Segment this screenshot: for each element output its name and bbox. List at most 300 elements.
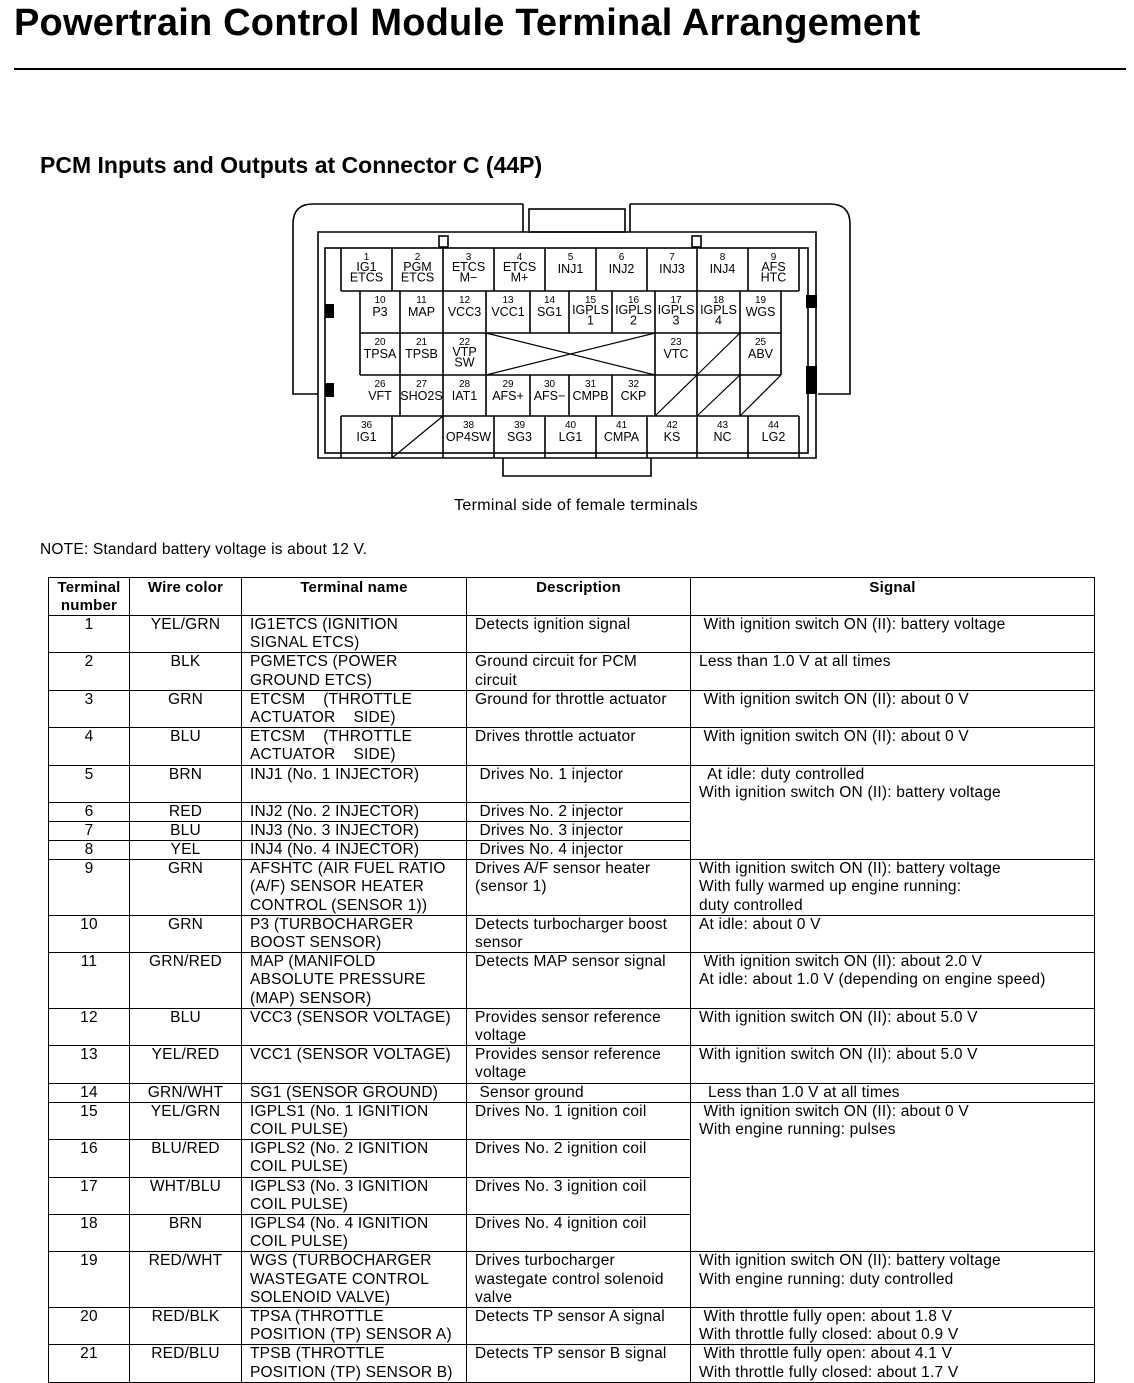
wire-color-cell-text: RED/WHT bbox=[148, 1252, 223, 1270]
wire-color-cell-text: BLU bbox=[170, 1008, 201, 1026]
wire-color-cell-text: GRN/RED bbox=[149, 953, 222, 971]
signal-cell-text: With fully warmed up engine running: bbox=[699, 878, 962, 896]
wire-color-cell bbox=[130, 1046, 242, 1083]
terminal-name-cell-text: COIL PULSE) bbox=[250, 1158, 349, 1176]
column-header-text: Signal bbox=[869, 579, 916, 596]
wire-color-cell-text: BLU bbox=[170, 728, 201, 746]
terminal-name-cell-text: IGPLS4 (No. 4 IGNITION bbox=[250, 1214, 429, 1232]
description-cell bbox=[467, 1177, 691, 1214]
terminal-number-cell bbox=[49, 821, 130, 840]
column-header-text: number bbox=[60, 597, 118, 614]
description-cell-text: Provides sensor reference bbox=[475, 1008, 661, 1026]
table-row bbox=[49, 1308, 1095, 1345]
wire-color-cell-text: RED/BLU bbox=[151, 1345, 220, 1363]
terminal-number: 2 bbox=[414, 252, 421, 263]
description-cell-text: Ground circuit for PCM bbox=[475, 653, 638, 671]
terminal-label: 2 bbox=[630, 313, 637, 328]
terminal-number-cell-text: 13 bbox=[80, 1046, 98, 1064]
terminal-number: 32 bbox=[627, 379, 640, 390]
table-row bbox=[49, 1008, 1095, 1045]
terminal-label: ETCS bbox=[400, 270, 435, 285]
signal-cell-text: With throttle fully open: about 4.1 V bbox=[699, 1345, 953, 1363]
terminal-label: MAP bbox=[407, 305, 436, 319]
wire-color-cell-text: RED bbox=[168, 802, 203, 820]
terminal-number: 44 bbox=[767, 420, 780, 431]
signal-cell-text: With ignition switch ON (II): battery voltage bbox=[699, 1252, 1001, 1270]
terminal-label: SG3 bbox=[506, 430, 533, 444]
terminal-name-cell-text: (MAP) SENSOR) bbox=[250, 989, 372, 1007]
signal-cell-text: With engine running: duty controlled bbox=[699, 1270, 954, 1288]
description-cell-text: Drives No. 2 injector bbox=[475, 802, 624, 820]
terminal-label: VCC1 bbox=[491, 305, 525, 319]
terminal-number: 42 bbox=[666, 420, 678, 431]
terminal-number: 23 bbox=[670, 337, 682, 348]
terminal-name-cell-text: ETCSM (THROTTLE bbox=[250, 690, 413, 708]
description-cell bbox=[467, 860, 691, 916]
terminal-number-cell-text: 2 bbox=[84, 653, 94, 671]
connector-latch bbox=[529, 209, 625, 232]
description-cell bbox=[467, 1345, 691, 1382]
description-cell-text: Drives No. 4 ignition coil bbox=[475, 1214, 647, 1232]
wire-color-cell bbox=[130, 1308, 242, 1345]
signal-cell bbox=[691, 1308, 1095, 1345]
terminal-number-cell bbox=[49, 765, 130, 802]
terminal-number: 30 bbox=[543, 379, 556, 390]
wire-color-cell-text: WHT/BLU bbox=[149, 1177, 222, 1195]
page-title: Powertrain Control Module Terminal Arrangement bbox=[14, 2, 921, 44]
terminal-label: CMPB bbox=[572, 389, 609, 403]
wire-color-cell bbox=[130, 1345, 242, 1382]
terminal-label: IAT1 bbox=[451, 389, 478, 403]
terminal-number: 16 bbox=[627, 295, 640, 306]
wire-color-cell bbox=[130, 860, 242, 916]
wire-color-cell-text: BLU bbox=[170, 821, 201, 839]
signal-cell-text: With ignition switch ON (II): battery voltage bbox=[699, 783, 1001, 801]
wire-color-cell bbox=[130, 802, 242, 821]
terminal-number-cell bbox=[49, 860, 130, 916]
signal-cell bbox=[691, 1252, 1095, 1308]
description-cell-text: Sensor ground bbox=[475, 1083, 584, 1101]
terminal-number: 7 bbox=[669, 252, 675, 263]
wire-color-cell-text: GRN bbox=[167, 690, 204, 708]
terminal-name-cell bbox=[242, 915, 467, 952]
table-header-row bbox=[49, 578, 1095, 616]
terminal-label: INJ3 bbox=[659, 262, 685, 276]
terminal-number-cell-text: 3 bbox=[84, 690, 94, 708]
terminal-number: 25 bbox=[754, 337, 767, 348]
terminal-name-cell bbox=[242, 690, 467, 727]
terminal-name-cell bbox=[242, 616, 467, 653]
terminal-name-cell-text: IGPLS1 (No. 1 IGNITION bbox=[250, 1102, 429, 1120]
terminal-label: OP4SW bbox=[445, 430, 492, 444]
description-cell-text: voltage bbox=[475, 1026, 527, 1044]
terminal-name-cell-text: SG1 (SENSOR GROUND) bbox=[250, 1083, 439, 1101]
signal-cell-text: With throttle fully closed: about 0.9 V bbox=[699, 1326, 959, 1344]
terminal-name-cell bbox=[242, 953, 467, 1009]
description-cell-text: Ground for throttle actuator bbox=[475, 690, 667, 708]
signal-cell bbox=[691, 1008, 1095, 1045]
terminal-name-cell bbox=[242, 653, 467, 690]
terminal-label: INJ1 bbox=[557, 262, 584, 276]
description-cell bbox=[467, 1214, 691, 1251]
description-cell bbox=[467, 1140, 691, 1177]
signal-cell-text: With ignition switch ON (II): about 0 V bbox=[699, 1102, 969, 1120]
description-cell-text: Detects ignition signal bbox=[475, 616, 631, 633]
terminal-number: 27 bbox=[415, 379, 428, 390]
terminal-number-cell-text: 9 bbox=[84, 860, 94, 878]
terminal-number-cell bbox=[49, 616, 130, 653]
signal-cell-text: With ignition switch ON (II): about 2.0 V bbox=[699, 953, 983, 971]
terminal-label: M+ bbox=[510, 270, 529, 285]
terminal-name-cell bbox=[242, 1177, 467, 1214]
description-cell bbox=[467, 1046, 691, 1083]
voltage-note: NOTE: Standard battery voltage is about 12 V. bbox=[40, 541, 368, 558]
terminal-label: INJ4 bbox=[709, 262, 736, 276]
wire-color-cell-text: YEL/GRN bbox=[150, 1102, 221, 1120]
signal-cell-text: At idle: about 1.0 V (depending on engine speed) bbox=[699, 971, 1046, 989]
wire-color-cell-text: BLU/RED bbox=[151, 1140, 220, 1158]
table-row bbox=[49, 915, 1095, 952]
terminal-name-cell-text: IGPLS3 (No. 3 IGNITION bbox=[250, 1177, 429, 1195]
terminal-number-cell-text: 18 bbox=[80, 1214, 98, 1232]
wire-color-cell bbox=[130, 765, 242, 802]
signal-cell bbox=[691, 1345, 1095, 1382]
description-cell-text: Drives throttle actuator bbox=[475, 728, 636, 746]
terminal-number: 22 bbox=[458, 337, 471, 348]
terminal-name-cell bbox=[242, 860, 467, 916]
table-row bbox=[49, 860, 1095, 916]
terminal-name-cell-text: COIL PULSE) bbox=[250, 1195, 349, 1213]
description-cell-text: Drives No. 3 ignition coil bbox=[475, 1177, 647, 1195]
column-header bbox=[242, 578, 467, 616]
signal-cell-text: Less than 1.0 V at all times bbox=[699, 653, 891, 671]
terminal-number: 9 bbox=[770, 252, 777, 263]
table-row bbox=[49, 765, 1095, 802]
terminal-label: IGPLS bbox=[657, 303, 695, 317]
terminal-name-cell-text: INJ3 (No. 3 INJECTOR) bbox=[250, 821, 420, 839]
signal-cell-text: With ignition switch ON (II): battery voltage bbox=[699, 616, 1006, 633]
column-header bbox=[467, 578, 691, 616]
terminal-number: 18 bbox=[712, 295, 725, 306]
terminal-number: 41 bbox=[615, 420, 628, 431]
wire-color-cell bbox=[130, 1214, 242, 1251]
table-row bbox=[49, 616, 1095, 653]
terminal-label: SG1 bbox=[536, 305, 563, 319]
terminal-label: INJ2 bbox=[608, 262, 635, 276]
signal-cell bbox=[691, 765, 1095, 860]
terminal-label: ABV bbox=[747, 347, 774, 361]
terminal-label: PGM bbox=[403, 260, 432, 274]
terminal-number-cell-text: 21 bbox=[80, 1345, 98, 1363]
terminal-number-cell bbox=[49, 1083, 130, 1102]
terminal-number-cell bbox=[49, 1214, 130, 1251]
terminal-number-cell bbox=[49, 728, 130, 765]
terminal-name-cell-text: MAP (MANIFOLD bbox=[250, 953, 376, 971]
signal-cell-text: At idle: duty controlled bbox=[699, 765, 865, 783]
terminal-number-cell bbox=[49, 690, 130, 727]
terminal-name-cell-text: TPSB (THROTTLE bbox=[250, 1345, 385, 1363]
description-cell-text: Detects TP sensor A signal bbox=[475, 1308, 665, 1325]
signal-cell-text: With ignition switch ON (II): about 0 V bbox=[699, 690, 969, 708]
terminal-number-cell-text: 15 bbox=[80, 1102, 98, 1120]
terminal-label: TPSA bbox=[363, 347, 397, 361]
terminal-number: 28 bbox=[458, 379, 471, 390]
wire-color-cell-text: GRN/WHT bbox=[147, 1083, 224, 1101]
terminal-name-cell-text: SOLENOID VALVE) bbox=[250, 1288, 391, 1306]
terminal-label: NC bbox=[713, 430, 732, 444]
terminal-name-cell-text: (A/F) SENSOR HEATER bbox=[250, 878, 425, 896]
column-header-text: Wire color bbox=[147, 579, 224, 596]
table-row bbox=[49, 690, 1095, 727]
terminal-number: 40 bbox=[564, 420, 577, 431]
wire-color-cell-text: GRN bbox=[167, 860, 204, 878]
signal-cell bbox=[691, 728, 1095, 765]
table-row bbox=[49, 1083, 1095, 1102]
wire-color-cell-text: YEL/RED bbox=[151, 1046, 220, 1064]
signal-cell bbox=[691, 1083, 1095, 1102]
signal-cell-text: With ignition switch ON (II): battery voltage bbox=[699, 860, 1001, 878]
table-row bbox=[49, 728, 1095, 765]
signal-cell-text: With ignition switch ON (II): about 5.0 V bbox=[699, 1008, 978, 1026]
terminal-name-cell bbox=[242, 728, 467, 765]
wire-color-cell-text: RED/BLK bbox=[151, 1308, 220, 1325]
description-cell bbox=[467, 915, 691, 952]
description-cell bbox=[467, 616, 691, 653]
terminal-number: 3 bbox=[465, 252, 472, 263]
terminal-name-cell bbox=[242, 765, 467, 802]
description-cell bbox=[467, 653, 691, 690]
terminal-name-cell-text: IGPLS2 (No. 2 IGNITION bbox=[250, 1140, 429, 1158]
terminal-number-cell-text: 14 bbox=[80, 1083, 98, 1101]
terminal-label: CMPA bbox=[603, 430, 640, 444]
terminal-name-cell-text: IG1ETCS (IGNITION bbox=[250, 616, 399, 633]
terminal-name-cell-text: INJ2 (No. 2 INJECTOR) bbox=[250, 802, 420, 820]
terminal-table bbox=[48, 577, 1095, 1383]
terminal-label: P3 bbox=[372, 305, 388, 319]
description-cell-text: voltage bbox=[475, 1064, 527, 1082]
terminal-number: 17 bbox=[670, 295, 682, 306]
description-cell-text: Drives No. 1 injector bbox=[475, 765, 624, 783]
wire-color-cell bbox=[130, 1252, 242, 1308]
terminal-name-cell-text: ACTUATOR SIDE) bbox=[250, 709, 396, 727]
terminal-label: HTC bbox=[760, 270, 787, 285]
terminal-label: LG2 bbox=[761, 430, 786, 444]
wire-color-cell bbox=[130, 1140, 242, 1177]
wire-color-cell bbox=[130, 1008, 242, 1045]
terminal-label: IGPLS bbox=[615, 303, 652, 317]
terminal-number-cell bbox=[49, 802, 130, 821]
terminal-name-cell-text: POSITION (TP) SENSOR B) bbox=[250, 1363, 453, 1381]
terminal-name-cell-text: AFSHTC (AIR FUEL RATIO bbox=[250, 860, 446, 878]
terminal-name-cell bbox=[242, 802, 467, 821]
description-cell bbox=[467, 840, 691, 859]
column-header bbox=[130, 578, 242, 616]
connector-caption: Terminal side of female terminals bbox=[454, 497, 698, 514]
column-header-text: Description bbox=[536, 579, 621, 596]
wire-color-cell bbox=[130, 1083, 242, 1102]
description-cell-text: Detects TP sensor B signal bbox=[475, 1345, 667, 1363]
description-cell bbox=[467, 690, 691, 727]
terminal-number: 15 bbox=[584, 295, 597, 306]
terminal-number-cell-text: 16 bbox=[80, 1140, 98, 1158]
terminal-number-cell-text: 20 bbox=[80, 1308, 98, 1325]
terminal-label: 1 bbox=[587, 313, 594, 328]
wire-color-cell-text: BLK bbox=[170, 653, 201, 671]
description-cell-text: Drives No. 1 ignition coil bbox=[475, 1102, 647, 1120]
terminal-name-cell bbox=[242, 1140, 467, 1177]
terminal-number-cell bbox=[49, 1252, 130, 1308]
column-header bbox=[49, 578, 130, 616]
terminal-number: 31 bbox=[584, 379, 597, 390]
description-cell-text: sensor bbox=[475, 933, 523, 951]
signal-cell-text: duty controlled bbox=[699, 896, 803, 914]
terminal-number-cell-text: 7 bbox=[84, 821, 94, 839]
terminal-number: 39 bbox=[513, 420, 526, 431]
description-cell-text: Drives No. 2 ignition coil bbox=[475, 1140, 647, 1158]
table-row bbox=[49, 953, 1095, 1009]
terminal-label: 4 bbox=[715, 313, 722, 328]
terminal-label: CKP bbox=[620, 389, 647, 403]
terminal-number: 4 bbox=[516, 252, 523, 263]
terminal-number-cell bbox=[49, 1345, 130, 1382]
terminal-name-cell bbox=[242, 1046, 467, 1083]
terminal-number-cell bbox=[49, 1140, 130, 1177]
terminal-number: 14 bbox=[543, 295, 556, 306]
terminal-label: VFT bbox=[368, 389, 392, 403]
terminal-name-cell bbox=[242, 1214, 467, 1251]
wire-color-cell-text: YEL/GRN bbox=[150, 616, 221, 633]
terminal-label: ETCS bbox=[451, 260, 486, 274]
signal-cell-text: At idle: about 0 V bbox=[699, 915, 821, 933]
terminal-name-cell-text: WASTEGATE CONTROL bbox=[250, 1270, 430, 1288]
terminal-label: AFS− bbox=[533, 389, 566, 403]
signal-cell-text: With throttle fully closed: about 1.7 V bbox=[699, 1363, 959, 1381]
signal-cell bbox=[691, 1102, 1095, 1252]
description-cell bbox=[467, 1308, 691, 1345]
terminal-number: 6 bbox=[618, 252, 625, 263]
terminal-label: AFS+ bbox=[492, 389, 524, 403]
terminal-label: 3 bbox=[672, 313, 680, 328]
terminal-number: 10 bbox=[374, 295, 386, 306]
description-cell-text: Drives turbocharger bbox=[475, 1252, 615, 1270]
terminal-number-cell bbox=[49, 1008, 130, 1045]
terminal-label: WGS bbox=[745, 305, 776, 319]
wire-color-cell-text: BRN bbox=[168, 1214, 203, 1232]
wire-color-cell bbox=[130, 821, 242, 840]
terminal-number-cell bbox=[49, 840, 130, 859]
terminal-label: KS bbox=[663, 430, 681, 444]
column-header-text: Terminal bbox=[57, 579, 121, 596]
terminal-number-cell-text: 4 bbox=[84, 728, 94, 746]
terminal-number-cell bbox=[49, 1177, 130, 1214]
terminal-number-cell-text: 19 bbox=[80, 1252, 98, 1270]
wire-color-cell bbox=[130, 840, 242, 859]
terminal-name-cell-text: P3 (TURBOCHARGER bbox=[250, 915, 414, 933]
terminal-number-cell-text: 17 bbox=[80, 1177, 98, 1195]
terminal-label: VCC3 bbox=[447, 305, 482, 319]
wire-color-cell bbox=[130, 1177, 242, 1214]
terminal-name-cell bbox=[242, 1102, 467, 1139]
wire-color-cell bbox=[130, 616, 242, 653]
terminal-label: AFS bbox=[761, 260, 786, 274]
description-cell-text: valve bbox=[475, 1288, 513, 1306]
terminal-number: 1 bbox=[363, 252, 370, 263]
terminal-label: VTC bbox=[663, 347, 689, 361]
signal-cell-text: With ignition switch ON (II): about 5.0 V bbox=[699, 1046, 978, 1064]
wire-color-cell bbox=[130, 1102, 242, 1139]
terminal-number-cell bbox=[49, 1102, 130, 1139]
wire-color-cell-text: BRN bbox=[168, 765, 203, 783]
description-cell bbox=[467, 953, 691, 1009]
terminal-name-cell bbox=[242, 821, 467, 840]
terminal-name-cell bbox=[242, 1083, 467, 1102]
description-cell-text: Detects turbocharger boost bbox=[475, 915, 668, 933]
signal-cell-text: With ignition switch ON (II): about 0 V bbox=[699, 728, 969, 746]
terminal-name-cell-text: POSITION (TP) SENSOR A) bbox=[250, 1326, 452, 1344]
terminal-name-cell-text: WGS (TURBOCHARGER bbox=[250, 1252, 432, 1270]
terminal-name-cell bbox=[242, 840, 467, 859]
terminal-number-cell bbox=[49, 915, 130, 952]
signal-cell-text: With throttle fully open: about 1.8 V bbox=[699, 1308, 953, 1325]
terminal-name-cell bbox=[242, 1308, 467, 1345]
description-cell bbox=[467, 765, 691, 802]
terminal-number: 29 bbox=[502, 379, 514, 390]
terminal-number-cell-text: 11 bbox=[80, 953, 98, 971]
terminal-number: 11 bbox=[416, 295, 427, 306]
terminal-label: VTP bbox=[452, 345, 477, 359]
terminal-name-cell-text: INJ4 (No. 4 INJECTOR) bbox=[250, 840, 420, 858]
table-row bbox=[49, 1345, 1095, 1382]
terminal-label: M− bbox=[459, 270, 478, 285]
signal-cell bbox=[691, 616, 1095, 653]
signal-cell bbox=[691, 953, 1095, 1009]
terminal-label: IGPLS bbox=[572, 303, 609, 317]
terminal-name-cell-text: VCC1 (SENSOR VOLTAGE) bbox=[250, 1046, 451, 1064]
description-cell bbox=[467, 728, 691, 765]
terminal-label: SHO2S bbox=[400, 389, 443, 403]
signal-cell bbox=[691, 690, 1095, 727]
connector-diagram bbox=[0, 0, 1134, 520]
terminal-number-cell-text: 8 bbox=[84, 840, 94, 858]
wire-color-cell bbox=[130, 953, 242, 1009]
terminal-number-cell-text: 6 bbox=[84, 802, 94, 820]
terminal-number-cell bbox=[49, 1308, 130, 1345]
wire-color-cell bbox=[130, 915, 242, 952]
terminal-name-cell bbox=[242, 1345, 467, 1382]
terminal-name-cell-text: ACTUATOR SIDE) bbox=[250, 746, 396, 764]
terminal-label: IGPLS bbox=[700, 303, 737, 317]
terminal-number: 12 bbox=[458, 295, 471, 306]
description-cell bbox=[467, 1252, 691, 1308]
terminal-name-cell bbox=[242, 1252, 467, 1308]
terminal-name-cell-text: GROUND ETCS) bbox=[250, 671, 373, 689]
description-cell-text: Drives No. 3 injector bbox=[475, 821, 624, 839]
connector-bottom-tab bbox=[503, 458, 651, 476]
signal-cell bbox=[691, 1046, 1095, 1083]
terminal-name-cell-text: CONTROL (SENSOR 1)) bbox=[250, 896, 428, 914]
terminal-label: SW bbox=[454, 355, 475, 370]
table-row bbox=[49, 653, 1095, 690]
terminal-name-cell-text: INJ1 (No. 1 INJECTOR) bbox=[250, 765, 420, 783]
terminal-name-cell-text: COIL PULSE) bbox=[250, 1233, 349, 1251]
wire-color-cell bbox=[130, 728, 242, 765]
terminal-number: 13 bbox=[502, 295, 514, 306]
terminal-number-cell-text: 1 bbox=[84, 616, 94, 633]
description-cell-text: Drives A/F sensor heater bbox=[475, 860, 651, 878]
table-row bbox=[49, 1046, 1095, 1083]
terminal-name-cell-text: SIGNAL ETCS) bbox=[250, 634, 360, 652]
terminal-number: 21 bbox=[415, 337, 428, 348]
